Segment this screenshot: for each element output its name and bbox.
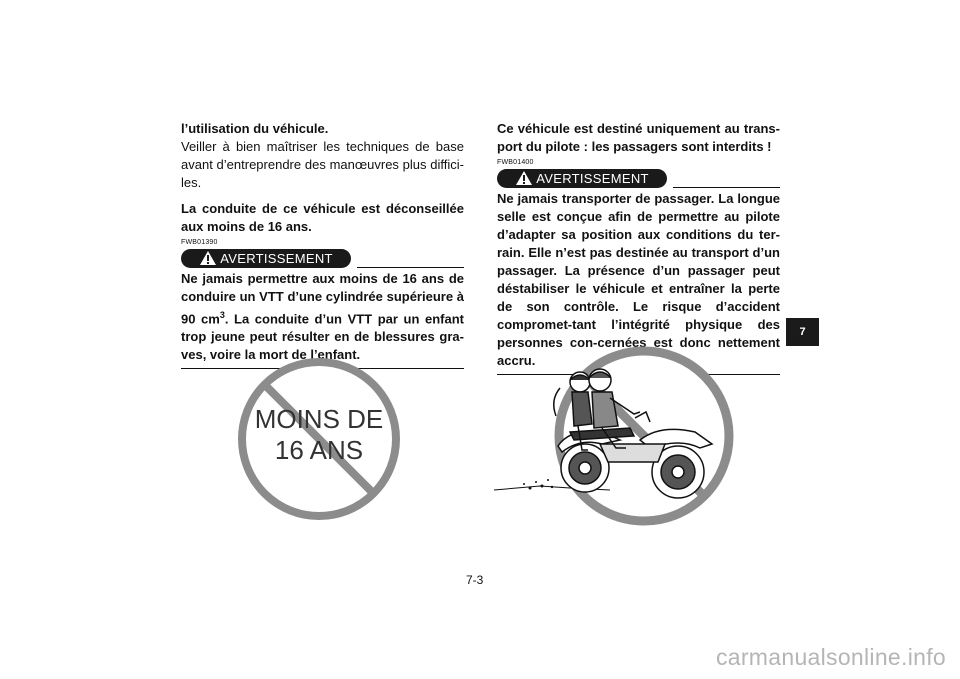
warning-rule xyxy=(673,187,780,188)
warning-text xyxy=(181,270,464,364)
right-column xyxy=(497,120,780,375)
warning-header xyxy=(181,248,464,268)
warning-text-part1: Ne jamais permettre aux moins de 16 ans de conduire un VTT d’une cylindrée supérieure à 90 cm xyxy=(181,271,464,327)
warning-triangle-icon xyxy=(199,250,217,266)
left-column xyxy=(181,120,464,369)
warning-label: AVERTISSEMENT xyxy=(536,170,649,186)
passenger-heading: Ce véhicule est destiné uniquement au trans-port du pilote : les passagers sont interdits ! xyxy=(497,121,780,154)
warning-badge xyxy=(497,169,667,188)
continued-line: l’utilisation du véhicule. xyxy=(181,121,329,136)
sign-line1: MOINS DE xyxy=(254,404,384,434)
watermark: carmanualsonline.info xyxy=(715,644,946,670)
superscript: 3 xyxy=(219,310,225,320)
warning-triangle-icon xyxy=(515,170,533,186)
age-heading: La conduite de ce véhicule est déconseillée aux moins de 16 ans. xyxy=(181,201,464,234)
warning-badge xyxy=(181,249,351,268)
warning-code: FWB01400 xyxy=(497,159,534,166)
warning-text: Ne jamais transporter de passager. La longue selle est conçue afin de permettre au pilote d’adapter sa position aux conditions du ter-rain. Elle n’est pas destinée au transport d’un passager. La présence d’un passager peut déstabiliser le véhicule et entraîner la perte de son contrôle. Le risque d’accident compromet-tant l’intégrité physique des personnes con-cernées est donc nettement accru. xyxy=(497,191,780,368)
sign-line2: 16 ANS xyxy=(274,435,364,465)
under-16-prohibition-sign xyxy=(236,356,402,522)
warning-code: FWB01390 xyxy=(181,239,218,246)
warning-label: AVERTISSEMENT xyxy=(220,250,333,266)
no-passenger-atv-illustration xyxy=(490,340,782,535)
intro-paragraph: Veiller à bien maîtriser les techniques de base avant d’entreprendre des manœuvres plus diffici-les. xyxy=(181,139,464,190)
warning-rule xyxy=(357,267,464,268)
chapter-tab: 7 xyxy=(786,318,819,346)
warning-header xyxy=(497,168,780,188)
page-number: 7-3 xyxy=(466,573,484,587)
warning-text-part2: . La conduite d’un VTT par un enfant trop jeune peut résulter en de blessures gra-ves, voire la mort de l’enfant. xyxy=(181,311,464,363)
